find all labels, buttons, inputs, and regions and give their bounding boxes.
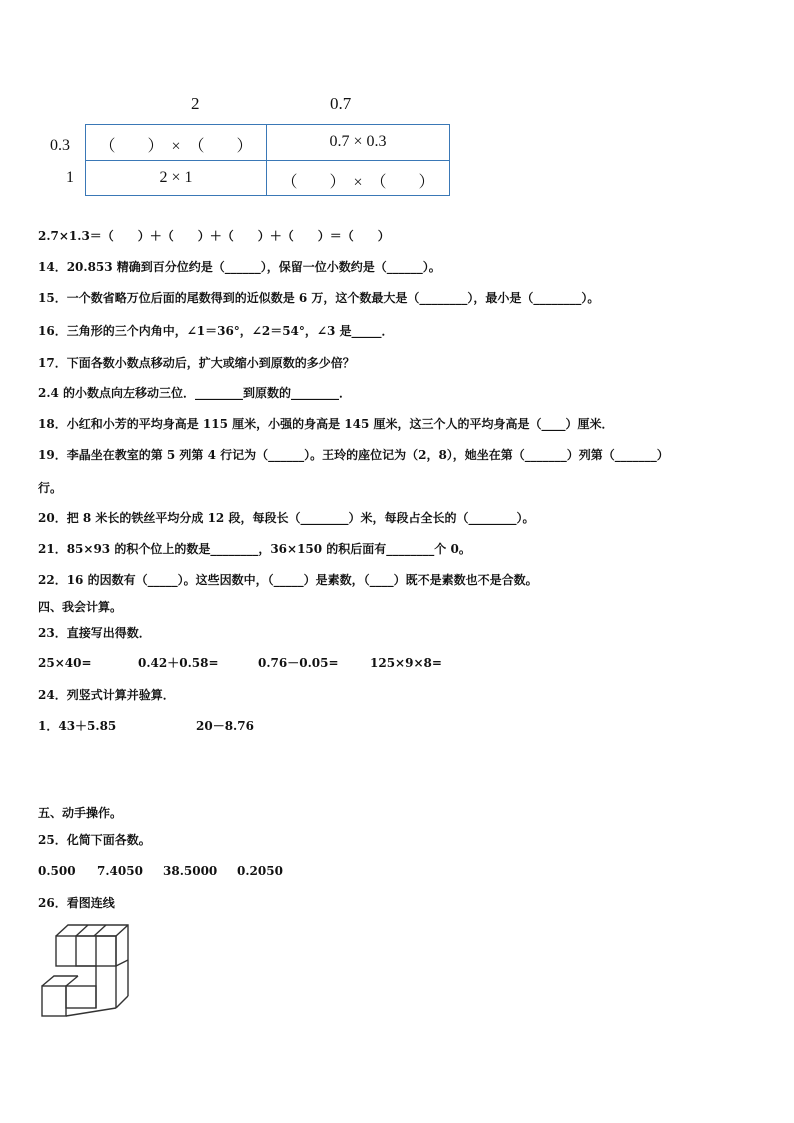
calc-item-2: 0.42＋0.58= bbox=[138, 656, 219, 670]
simplify-item-1: 0.500 bbox=[38, 864, 76, 878]
grid-cell-r1c1: （ ） × （ ） bbox=[99, 138, 253, 155]
calc-item-1: 25×40= bbox=[38, 656, 92, 670]
vertical-calc-2: 20－8.76 bbox=[196, 719, 254, 733]
sum-expression-line: 2.7×1.3＝（ ）＋（ ）＋（ ）＋（ ）＝（ ） bbox=[38, 229, 390, 243]
simplify-item-4: 0.2050 bbox=[237, 864, 283, 878]
question-20: 20．把 8 米长的铁丝平均分成 12 段，每段长（________）米，每段占全长的（________）。 bbox=[38, 511, 535, 525]
grid-cell-r2c1: 2 × 1 bbox=[159, 169, 193, 186]
calc-item-3: 0.76－0.05= bbox=[258, 656, 339, 670]
calc-item-4: 125×9×8= bbox=[370, 656, 442, 670]
question-19: 19．李晶坐在教室的第 5 列第 4 行记为（______）。王玲的座位记为（2，8），她坐在第（_______）列第（_______） bbox=[38, 448, 669, 462]
simplify-item-2: 7.4050 bbox=[97, 864, 143, 878]
question-24: 24．列竖式计算并验算． bbox=[38, 688, 175, 702]
question-22: 22．16 的因数有（_____）。这些因数中，（_____）是素数，（____）既不是素数也不是合数。 bbox=[38, 573, 538, 587]
grid-divider-horizontal bbox=[86, 160, 449, 161]
row-header-2: 1 bbox=[66, 169, 74, 186]
grid-cell-r1c2: 0.7 × 0.3 bbox=[329, 133, 387, 150]
section-5-heading: 五、动手操作。 bbox=[38, 806, 123, 820]
col-header-2: 0.7 bbox=[330, 94, 352, 113]
question-18: 18．小红和小芳的平均身高是 115 厘米，小强的身高是 145 厘米，这三个人的平均身高是（____）厘米． bbox=[38, 417, 614, 431]
question-16: 16．三角形的三个内角中，∠1＝36°，∠2＝54°，∠3 是_____． bbox=[38, 324, 394, 338]
simplify-item-3: 38.5000 bbox=[163, 864, 218, 878]
question-17: 17．下面各数小数点移动后，扩大或缩小到原数的多少倍？ bbox=[38, 356, 355, 370]
multiplication-grid bbox=[85, 124, 450, 196]
question-21: 21．85×93 的积个位上的数是________，36×150 的积后面有________个 0。 bbox=[38, 542, 471, 556]
question-19-continuation: 行。 bbox=[38, 481, 63, 495]
cube-stack-figure bbox=[38, 920, 138, 1020]
vertical-calc-1: 1．43＋5.85 bbox=[38, 719, 117, 733]
col-header-1: 2 bbox=[191, 94, 200, 113]
question-14: 14．20.853 精确到百分位约是（______），保留一位小数约是（______）。 bbox=[38, 260, 441, 274]
question-25: 25．化简下面各数。 bbox=[38, 833, 151, 847]
question-26: 26．看图连线 bbox=[38, 896, 115, 910]
section-4-heading: 四、我会计算。 bbox=[38, 600, 123, 614]
row-header-1: 0.3 bbox=[50, 137, 70, 154]
question-15: 15．一个数省略万位后面的尾数得到的近似数是 6 万，这个数最大是（________），最小是（________）。 bbox=[38, 291, 600, 305]
grid-cell-r2c2: （ ） × （ ） bbox=[281, 174, 435, 191]
question-23: 23．直接写出得数． bbox=[38, 626, 151, 640]
question-17-part: 2.4 的小数点向左移动三位．________到原数的________． bbox=[38, 386, 352, 400]
